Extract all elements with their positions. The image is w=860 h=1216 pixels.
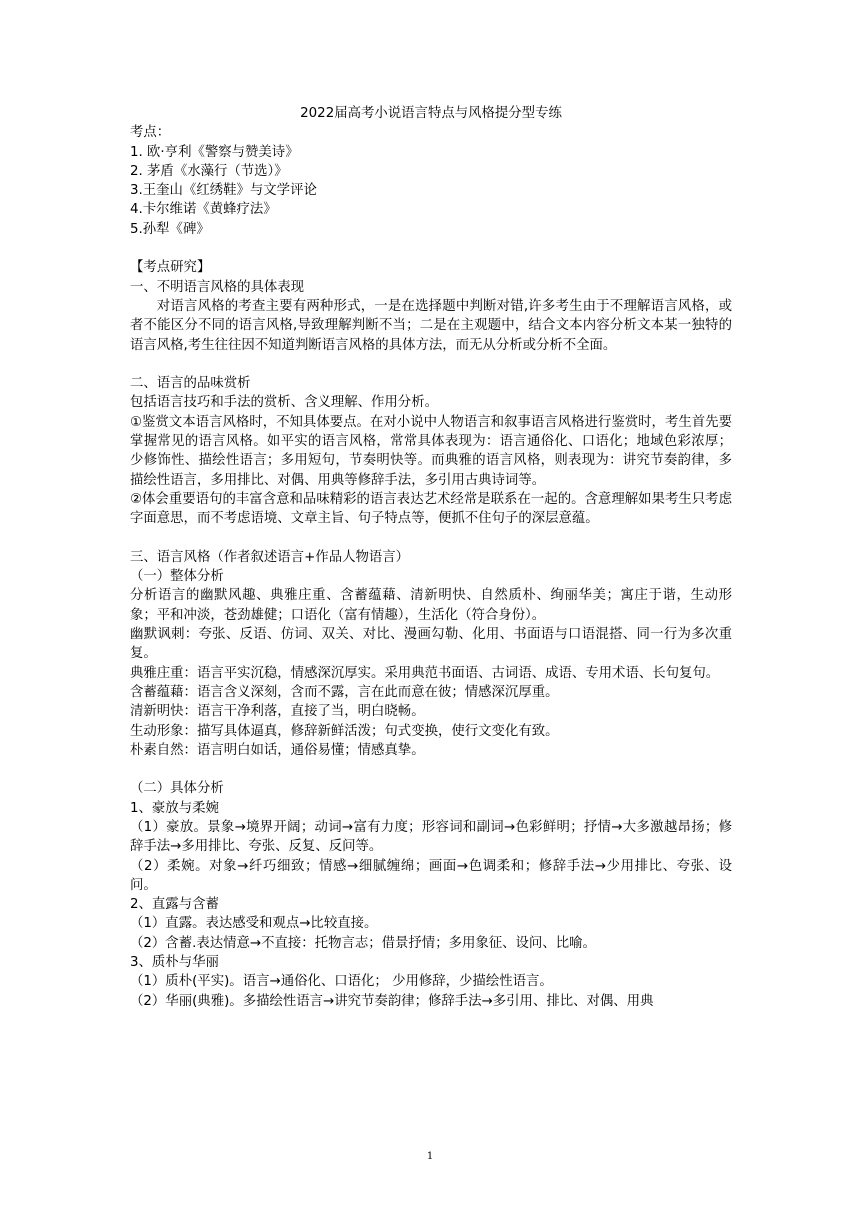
kaodian-item: 2. 茅盾《水藻行（节选）》	[130, 163, 288, 179]
section2-point-1: ①鉴赏文本语言风格时，不知具体要点。在对小说中人物语言和叙事语言风格进行鉴赏时，考生首先要掌握常见的语言风格。如平实的语言风格，常常具体表现为：语言通俗化、口语化；地域色彩浓厚；少修饰性、描绘性语言；多用短句，节奏明快等。而典雅的语言风格，则表现为：讲究节奏韵律，多描绘性语言，多用排比、对偶、用典等修辞手法，多引用古典诗词等。	[130, 414, 732, 488]
specific-item: （2）含蓄.表达情意→不直接：托物言志；借景抒情；多用象征、设问、比喻。	[130, 935, 596, 951]
specific-heading: 2、直露与含蓄	[130, 897, 219, 913]
style-item-elegant: 典雅庄重：语言平实沉稳，情感深沉厚实。采用典范书面语、古词语、成语、专用术语、长句复句。	[130, 665, 720, 681]
kaodian-item: 3.王奎山《红绣鞋》与文学评论	[130, 183, 317, 199]
style-item-plain: 朴素自然：语言明白如话，通俗易懂；情感真挚。	[130, 742, 425, 758]
section2-heading: 二、语言的品味赏析	[130, 376, 251, 392]
specific-item: （1）质朴(平实)。语言→通俗化、口语化； 少用修辞，少描绘性语言。	[130, 974, 553, 990]
specific-item: （2）柔婉。对象→纤巧细致；情感→细腻缠绵；画面→色调柔和；修辞手法→少用排比、夸张、设问。	[130, 858, 732, 893]
specific-heading: 3、质朴与华丽	[130, 955, 219, 971]
style-item-fresh: 清新明快：语言干净利落，直接了当，明白晓畅。	[130, 704, 425, 720]
section3-sub2-heading: （二）具体分析	[130, 781, 224, 797]
kaodian-item: 5.孙犁《碑》	[130, 221, 210, 237]
section2-point-2: ②体会重要语句的丰富含意和品味精彩的语言表达艺术经常是联系在一起的。含意理解如果考生只考虑字面意思，而不考虑语境、文章主旨、句子特点等，便抓不住句子的深层意蕴。	[130, 491, 732, 527]
section1-heading: 一、不明语言风格的具体表现	[130, 279, 305, 295]
spacer	[130, 239, 732, 258]
specific-item: （1）直露。表达感受和观点→比较直接。	[130, 916, 378, 932]
kaodian-heading: 考点：	[130, 125, 171, 141]
specific-item: （1）豪放。景象→境界开阔；动词→富有力度；形容词和副词→色彩鲜明；抒情→大多激越昂扬；修辞手法→多用排比、夸张、反复、反问等。	[130, 819, 732, 855]
style-item-vivid: 生动形象：描写具体逼真，修辞新鲜活泼；句式变换，使行文变化有致。	[130, 723, 559, 739]
section3-sub1-heading: （一）整体分析	[130, 569, 224, 585]
spacer	[130, 760, 732, 779]
specific-heading: 1、豪放与柔婉	[130, 800, 219, 816]
page-number: 1	[426, 1151, 434, 1162]
section2-intro: 包括语言技巧和手法的赏析、含义理解、作用分析。	[130, 395, 438, 411]
spacer	[130, 355, 732, 374]
section3-sub1-intro: 分析语言的幽默风趣、典雅庄重、含蓄蕴藉、清新明快、自然质朴、绚丽华美；寓庄于谐，生动形象；平和冲淡，苍劲雄健；口语化（富有情趣），生活化（符合身份）。	[130, 588, 732, 623]
style-item-humor: 幽默讽刺：夸张、反语、仿词、双关、对比、漫画勾勒、化用、书面语与口语混搭、同一行为多次重复。	[130, 627, 732, 662]
document-title: 2022届高考小说语言特点与风格提分型专练	[300, 106, 562, 121]
kaodian-item: 1. 欧·亨利《警察与赞美诗》	[130, 144, 299, 160]
spacer	[130, 529, 732, 548]
research-heading: 【考点研究】	[130, 260, 211, 276]
style-item-implicit: 含蓄蕴藉：语言含义深刻，含而不露，言在此而意在彼；情感深沉厚重。	[130, 684, 559, 700]
document-page	[130, 104, 732, 1011]
specific-item: （2）华丽(典雅)。多描绘性语言→讲究节奏韵律；修辞手法→多引用、排比、对偶、用典	[130, 993, 654, 1009]
section3-heading: 三、语言风格（作者叙述语言+作品人物语言）	[130, 549, 410, 565]
section1-paragraph: 对语言风格的考查主要有两种形式，一是在选择题中判断对错,许多考生由于不理解语言风格，或者不能区分不同的语言风格,导致理解判断不当；二是在主观题中，结合文本内容分析文本某一独特的语言风格,考生往往因不知道判断语言风格的具体方法，而无从分析或分析不全面。	[130, 298, 732, 353]
kaodian-item: 4.卡尔维诺《黄蜂疗法》	[130, 202, 277, 218]
